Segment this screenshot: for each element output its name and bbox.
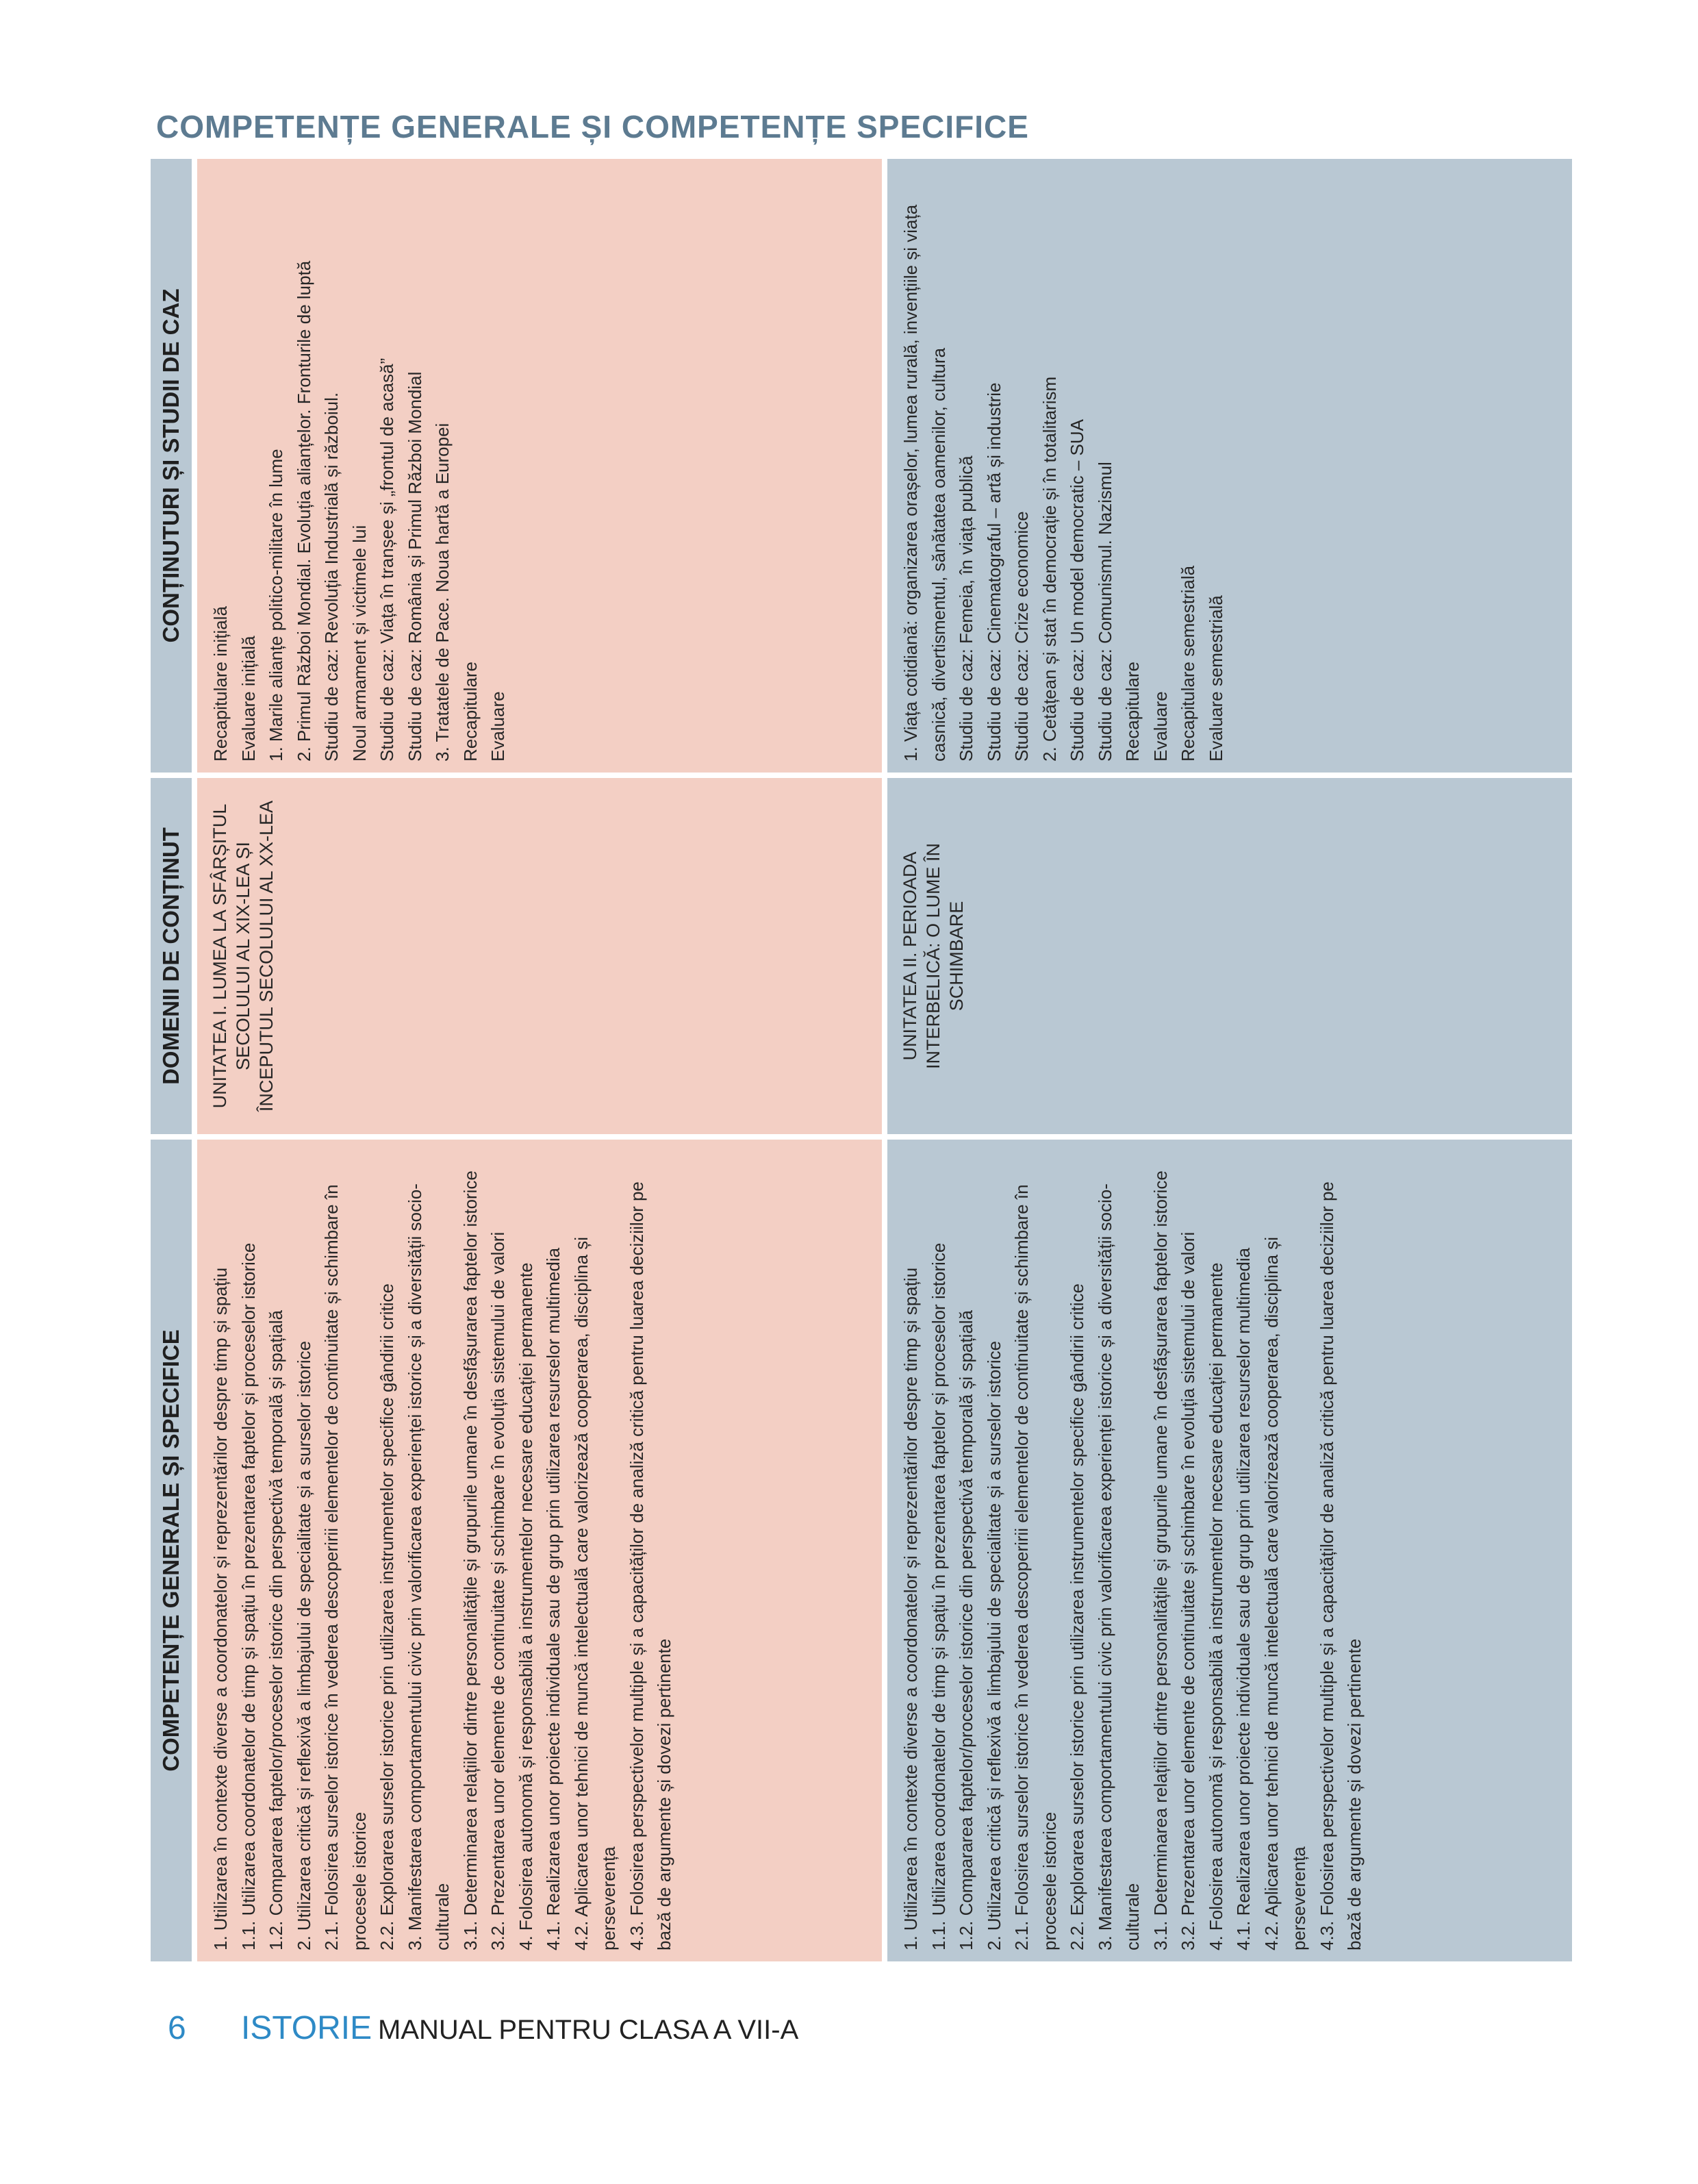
competenta-item: 2.2. Explorarea surselor istorice prin utilizarea instrumentelor specifice gândirii critice <box>1067 1283 1087 1950</box>
continut-item: Recapitulare inițială <box>210 606 231 762</box>
unit1-competente-cell <box>197 1140 882 1961</box>
competenta-item: 2.1. Folosirea surselor istorice în vederea descoperirii elementelor de continuitate și schimbare în procesele istorice <box>321 1184 370 1950</box>
continut-item: Recapitulare <box>1122 662 1143 762</box>
competenta-item: 2. Utilizarea critică și reflexivă a limbajului de specialitate și a surselor istorice <box>293 1340 314 1950</box>
page-title: COMPETENȚE GENERALE ȘI COMPETENȚE SPECIFICE <box>156 109 1029 145</box>
book-subtitle: MANUAL PENTRU CLASA A VII-A <box>378 2015 799 2045</box>
continut-item: Studiu de caz: Revoluția Industrială și războiul. <box>321 392 342 762</box>
unit2-competente-cell <box>887 1140 1572 1961</box>
continut-item: 1. Marile alianțe politico-militare în lume <box>266 449 286 762</box>
continut-item: 1. Viața cotidiană: organizarea orașelor, lumea rurală, invențiile și viața casnică, divertismentul, sănătatea oamenilor, cultura <box>900 204 949 762</box>
continut-item: Studiu de caz: Cinematograful – artă și industrie <box>983 382 1004 762</box>
continut-item: Studiu de caz: Femeia, în viața publică <box>956 455 976 762</box>
competenta-item: 3. Manifestarea comportamentului civic prin valorificarea experienței istorice și a diversității socio-culturale <box>404 1183 453 1950</box>
competenta-item: 1.1. Utilizarea coordonatelor de timp și spațiu în prezentarea faptelor și proceselor istorice <box>238 1242 259 1950</box>
competenta-item: 1.2. Compararea faptelor/proceselor istorice din perspectivă temporală și spațială <box>266 1309 286 1950</box>
competenta-item: 1.2. Compararea faptelor/proceselor istorice din perspectivă temporală și spațială <box>956 1309 976 1950</box>
continut-item: Studiu de caz: Un model democratic – SUA <box>1067 418 1087 762</box>
unit1-continuturi-cell <box>197 159 882 773</box>
header-continuturi: CONȚINUTURI ȘI STUDII DE CAZ <box>151 159 192 773</box>
competenta-item: 4.3. Folosirea perspectivelor multiple și a capacităților de analiză critică pentru luarea deciziilor pe bază de argumente și dovezi pertinente <box>626 1181 674 1950</box>
continut-item: Evaluare <box>487 691 508 762</box>
competenta-item: 3.1. Determinarea relațiilor dintre personalitățile și grupurile umane în desfășurarea faptelor istorice <box>1150 1170 1171 1950</box>
competenta-item: 4. Folosirea autonomă și responsabilă a instrumentelor necesare educației permanente <box>1205 1262 1226 1950</box>
competenta-item: 2. Utilizarea critică și reflexivă a limbajului de specialitate și a surselor istorice <box>983 1340 1004 1950</box>
competenta-item: 4.3. Folosirea perspectivelor multiple și a capacităților de analiză critică pentru luarea deciziilor pe bază de argumente și dovezi pertinente <box>1316 1181 1365 1950</box>
continut-item: Studiu de caz: România și Primul Război Mondial <box>404 371 425 762</box>
competenta-item: 4.1. Realizarea unor proiecte individuale sau de grup prin utilizarea resurselor multimedia <box>543 1247 563 1950</box>
continut-item: Evaluare semestrială <box>1205 595 1226 762</box>
header-competente: COMPETENȚE GENERALE ȘI SPECIFICE <box>151 1140 192 1961</box>
competenta-item: 1. Utilizarea în contexte diverse a coordonatelor și reprezentărilor despre timp și spațiu <box>210 1267 231 1950</box>
competenta-item: 4.2. Aplicarea unor tehnici de muncă intelectuală care valorizează cooperarea, disciplina și perseverența <box>570 1236 619 1950</box>
unit2-continuturi-cell <box>887 159 1572 773</box>
continut-item: Studiu de caz: Crize economice <box>1011 511 1032 762</box>
continut-item: Evaluare <box>1150 691 1171 762</box>
page-number: 6 <box>168 2010 186 2046</box>
competenta-item: 4. Folosirea autonomă și responsabilă a instrumentelor necesare educației permanente <box>515 1262 536 1950</box>
unit2-domeniu-cell: UNITATEA II. PERIOADA INTERBELICĂ: O LUME ÎN SCHIMBARE <box>887 778 1572 1134</box>
competenta-item: 3.2. Prezentarea unor elemente de continuitate și schimbare în evoluția sistemului de valori <box>1178 1231 1198 1950</box>
continut-item: Studiu de caz: Viața în tranșee și „frontul de acasă” <box>377 357 397 762</box>
continut-item: 3. Tratatele de Pace. Noua hartă a Europei <box>432 423 453 762</box>
competenta-item: 1.1. Utilizarea coordonatelor de timp și spațiu în prezentarea faptelor și proceselor istorice <box>928 1242 949 1950</box>
continut-item: 2. Cetățean și stat în democrație și în totalitarism <box>1039 376 1060 762</box>
continut-item: Recapitulare semestrială <box>1178 565 1198 762</box>
competenta-item: 1. Utilizarea în contexte diverse a coordonatelor și reprezentărilor despre timp și spațiu <box>900 1267 921 1950</box>
competenta-item: 4.2. Aplicarea unor tehnici de muncă intelectuală care valorizează cooperarea, disciplina și perseverența <box>1260 1236 1309 1950</box>
subject-title: ISTORIE <box>241 2010 372 2046</box>
competenta-item: 3. Manifestarea comportamentului civic prin valorificarea experienței istorice și a diversității socio-culturale <box>1094 1183 1143 1950</box>
continut-item: 2. Primul Război Mondial. Evoluția alianțelor. Fronturile de luptă <box>293 260 314 762</box>
continut-item: Recapitulare <box>459 662 481 762</box>
competenta-item: 3.1. Determinarea relațiilor dintre personalitățile și grupurile umane în desfășurarea faptelor istorice <box>459 1170 481 1950</box>
continut-item: Evaluare inițială <box>238 636 259 762</box>
header-domenii: DOMENII DE CONȚINUT <box>151 778 192 1134</box>
continut-item: Studiu de caz: Comunismul. Nazismul <box>1094 462 1115 762</box>
unit1-domeniu-cell: UNITATEA I. LUMEA LA SFÂRȘITUL SECOLULUI AL XIX-LEA ȘI ÎNCEPUTUL SECOLULUI AL XX-LEA <box>197 778 882 1134</box>
competenta-item: 2.2. Explorarea surselor istorice prin utilizarea instrumentelor specifice gândirii critice <box>377 1283 397 1950</box>
competenta-item: 3.2. Prezentarea unor elemente de continuitate și schimbare în evoluția sistemului de valori <box>487 1231 508 1950</box>
continut-item: Noul armament și victimele lui <box>349 525 370 762</box>
competencies-table <box>151 170 1580 1961</box>
competenta-item: 2.1. Folosirea surselor istorice în vederea descoperirii elementelor de continuitate și schimbare în procesele istorice <box>1011 1184 1060 1950</box>
competenta-item: 4.1. Realizarea unor proiecte individuale sau de grup prin utilizarea resurselor multimedia <box>1233 1247 1254 1950</box>
